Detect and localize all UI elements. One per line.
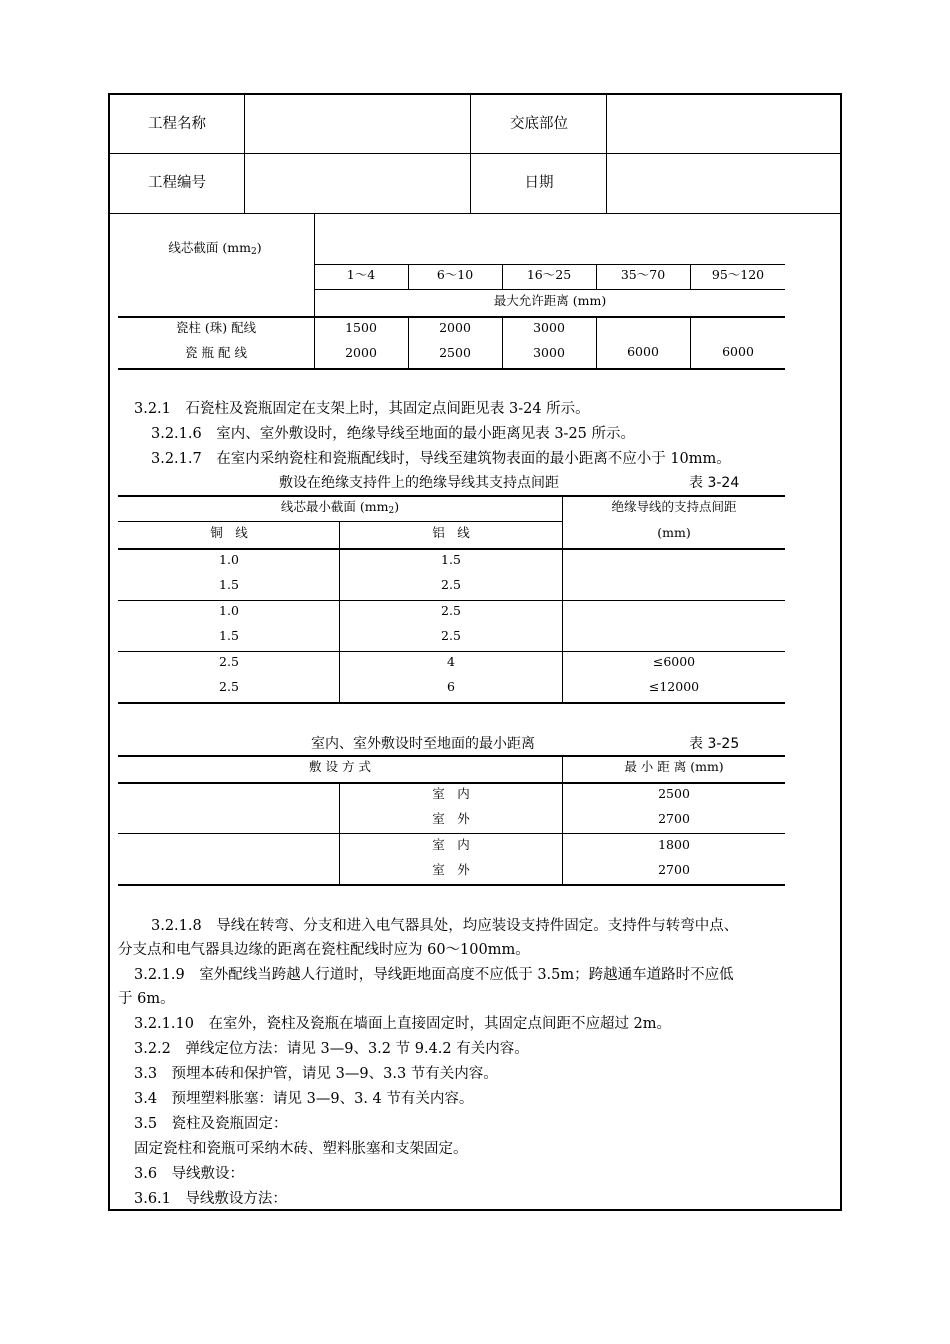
top-table-subheader: 最大允许距离 (mm) (493, 293, 607, 308)
table-cell: 2700 (658, 811, 690, 826)
paragraph-line: 3.5 瓷柱及瓷瓶固定： (134, 1116, 288, 1132)
table-324-header-bottom (118, 548, 785, 550)
table-324-number: 表 3-24 (689, 475, 740, 491)
table-325-top-line (118, 755, 785, 757)
top-table-header-line (314, 264, 785, 265)
table-cell: 2.5 (441, 628, 461, 643)
paragraph-line: 3.2.1.7 在室内采纳瓷柱和瓷瓶配线时，导线至建筑物表面的最小距离不应小于 10mm。 (151, 451, 731, 467)
date-label: 日期 (524, 175, 554, 191)
table-cell: 1500 (345, 320, 377, 335)
table-cell: 室 外 (432, 811, 470, 826)
table-cell: ≤12000 (648, 679, 700, 694)
table-cell: 2000 (345, 345, 377, 360)
table-cell: ≤6000 (652, 654, 696, 669)
table-cell: 2500 (658, 786, 690, 801)
paragraph-line: 3.2.1.6 室内、室外敷设时，绝缘导线至地面的最小距离见表 3-25 所示。 (151, 426, 636, 442)
table-324-col-aluminum: 铝 线 (432, 525, 470, 540)
paragraph-line: 3.3 预埋本砖和保护管，请见 3—9、3.3 节有关内容。 (134, 1066, 498, 1082)
paragraph-line: 于 6m。 (118, 991, 175, 1007)
table-cell: 2.5 (219, 654, 239, 669)
table-cell: 2.5 (441, 577, 461, 592)
top-table-col-header: 35～70 (620, 267, 666, 282)
paragraph-line: 固定瓷柱和瓷瓶可采纳木砖、塑料胀塞和支架固定。 (134, 1141, 468, 1157)
top-table-col-3 (596, 264, 597, 289)
project-name-label: 工程名称 (148, 116, 206, 132)
table-cell: 室 外 (432, 862, 470, 877)
table-cell: 2700 (658, 862, 690, 877)
top-table-bottom-line (118, 368, 785, 370)
table-324-col-copper: 铜 线 (210, 525, 248, 540)
table-325-title: 室内、室外敷设时至地面的最小距离 (311, 736, 535, 752)
table-324-row-group-1 (118, 600, 785, 601)
table-324-col-spacing-unit: (mm) (657, 525, 691, 540)
project-no-label: 工程编号 (148, 175, 206, 191)
top-table-row-label: 瓷柱 (珠) 配线 (175, 320, 257, 335)
header-bottom-line (108, 213, 842, 214)
table-324-col-2 (562, 496, 563, 703)
table-325-col-1 (339, 784, 340, 885)
table-324-row-group-2 (118, 651, 785, 652)
table-324-group-line (118, 521, 562, 522)
table-cell: 1.0 (219, 552, 239, 567)
table-325-col-2 (562, 756, 563, 885)
top-table-col-2 (502, 264, 503, 289)
table-cell: 1.5 (219, 628, 239, 643)
table-325-col-distance: 最 小 距 离 (mm) (624, 759, 724, 774)
table-cell: 室 内 (432, 837, 470, 852)
table-324-bottom-line (118, 702, 785, 704)
table-325-col-method: 敷 设 方 式 (309, 759, 371, 774)
table-cell: 6000 (722, 344, 754, 359)
table-325-header-bottom (118, 782, 785, 784)
header-col-divider-1 (244, 94, 245, 213)
top-table-body-col-1 (408, 317, 409, 369)
paragraph-line: 3.2.2 弹线定位方法：请见 3—9、3.2 节 9.4.2 有关内容。 (134, 1041, 529, 1057)
paragraph-line: 3.6 导线敷设： (134, 1166, 245, 1182)
table-cell: 1.5 (219, 577, 239, 592)
table-325-number: 表 3-25 (689, 736, 740, 752)
top-table-sub-line (118, 316, 785, 318)
top-table-body-col-4 (690, 317, 691, 369)
table-cell: 4 (447, 654, 455, 669)
table-cell: 2.5 (441, 603, 461, 618)
paragraph-line: 分支点和电气器具边缘的距离在瓷柱配线时应为 60～100mm。 (118, 942, 530, 958)
table-324-title: 敷设在绝缘支持件上的绝缘导线其支持点间距 (279, 475, 559, 491)
paragraph-line: 3.2.1 石瓷柱及瓷瓶固定在支架上时，其固定点间距见表 3-24 所示。 (134, 401, 590, 417)
top-table-label-divider (314, 214, 315, 369)
top-table-col-header: 6～10 (436, 267, 474, 282)
table-cell: 室 内 (432, 786, 470, 801)
table-cell: 1.5 (441, 552, 461, 567)
table-cell: 2.5 (219, 679, 239, 694)
table-324-col-1 (339, 521, 340, 703)
paragraph-line: 3.2.1.9 室外配线当跨越人行道时，导线距地面高度不应低于 3.5m；跨越通车道路时不应低 (134, 967, 734, 983)
table-324-group-header: 线芯最小截面 $(mm_2)$ (280, 499, 400, 516)
table-cell: 1.0 (219, 603, 239, 618)
table-cell: 3000 (533, 345, 565, 360)
top-table-col-4 (690, 264, 691, 289)
table-cell: 2500 (439, 345, 471, 360)
top-table-col-header: 95～120 (711, 267, 765, 282)
table-cell: 6000 (627, 344, 659, 359)
table-cell: 2000 (439, 320, 471, 335)
top-table-row-label: 线芯截面 $(mm_2)$ (168, 240, 262, 257)
header-row-divider (108, 153, 842, 154)
header-col-divider-3 (606, 94, 607, 213)
top-table-body-col-2 (502, 317, 503, 369)
paragraph-line: 3.4 预埋塑料胀塞：请见 3—9、3. 4 节有关内容。 (134, 1091, 474, 1107)
position-label: 交底部位 (510, 116, 568, 132)
table-324-top-line (118, 495, 785, 497)
table-325-row-group (118, 833, 785, 834)
table-324-col-spacing: 绝缘导线的支持点间距 (611, 499, 737, 514)
header-col-divider-2 (470, 94, 471, 213)
top-table-col-header: 1～4 (346, 267, 376, 282)
paragraph-line: 3.2.1.8 导线在转弯、分支和进入电气器具处，均应装设支持件固定。支持件与转弯中点、 (151, 918, 739, 934)
table-325-bottom-line (118, 884, 785, 886)
top-table-col-header: 16～25 (526, 267, 572, 282)
top-table-row-label: 瓷 瓶 配 线 (185, 345, 247, 360)
table-cell: 1800 (658, 837, 690, 852)
top-table-col-line (314, 289, 785, 290)
paragraph-line: 3.2.1.10 在室外，瓷柱及瓷瓶在墙面上直接固定时，其固定点间距不应超过 2m。 (134, 1016, 672, 1032)
paragraph-line: 3.6.1 导线敷设方法： (134, 1191, 287, 1207)
table-cell: 6 (447, 679, 455, 694)
top-table-body-col-3 (596, 317, 597, 369)
table-cell: 3000 (533, 320, 565, 335)
top-table-col-1 (408, 264, 409, 289)
